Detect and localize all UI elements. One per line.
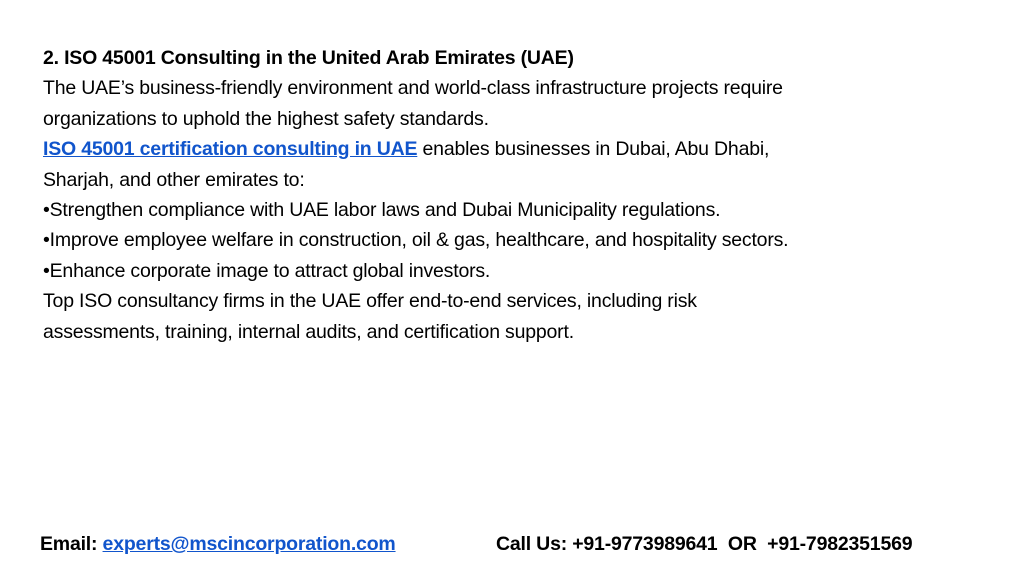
iso-45001-consulting-link[interactable]: ISO 45001 certification consulting in UAE xyxy=(43,138,418,161)
link-sentence-text: enables businesses in Dubai, Abu Dhabi, xyxy=(417,138,770,161)
closing-line-1: Top ISO consultancy firms in the UAE offer end-to-end services, including risk xyxy=(43,290,697,313)
closing-line-2: assessments, training, internal audits, and certification support. xyxy=(43,320,574,343)
bullet-item-welfare: •Improve employee welfare in construction, oil & gas, healthcare, and hospitality sectors. xyxy=(43,229,789,252)
link-sentence-line-2: Sharjah, and other emirates to: xyxy=(43,168,305,191)
email-label: Email: xyxy=(40,533,103,555)
contact-footer xyxy=(40,530,1010,558)
call-us-text: Call Us: +91-9773989641 OR +91-7982351569 xyxy=(496,533,913,555)
intro-line-2: organizations to uphold the highest safety standards. xyxy=(43,107,489,130)
bullet-item-image: •Enhance corporate image to attract global investors. xyxy=(43,259,491,282)
email-link[interactable]: experts@mscincorporation.com xyxy=(102,533,396,555)
intro-line-1: The UAE’s business-friendly environment and world-class infrastructure projects require xyxy=(43,77,783,100)
article-body xyxy=(43,43,1003,347)
link-sentence xyxy=(43,134,1003,164)
bullet-item-compliance: •Strengthen compliance with UAE labor laws and Dubai Municipality regulations. xyxy=(43,199,721,222)
section-heading: 2. ISO 45001 Consulting in the United Arab Emirates (UAE) xyxy=(43,47,574,69)
